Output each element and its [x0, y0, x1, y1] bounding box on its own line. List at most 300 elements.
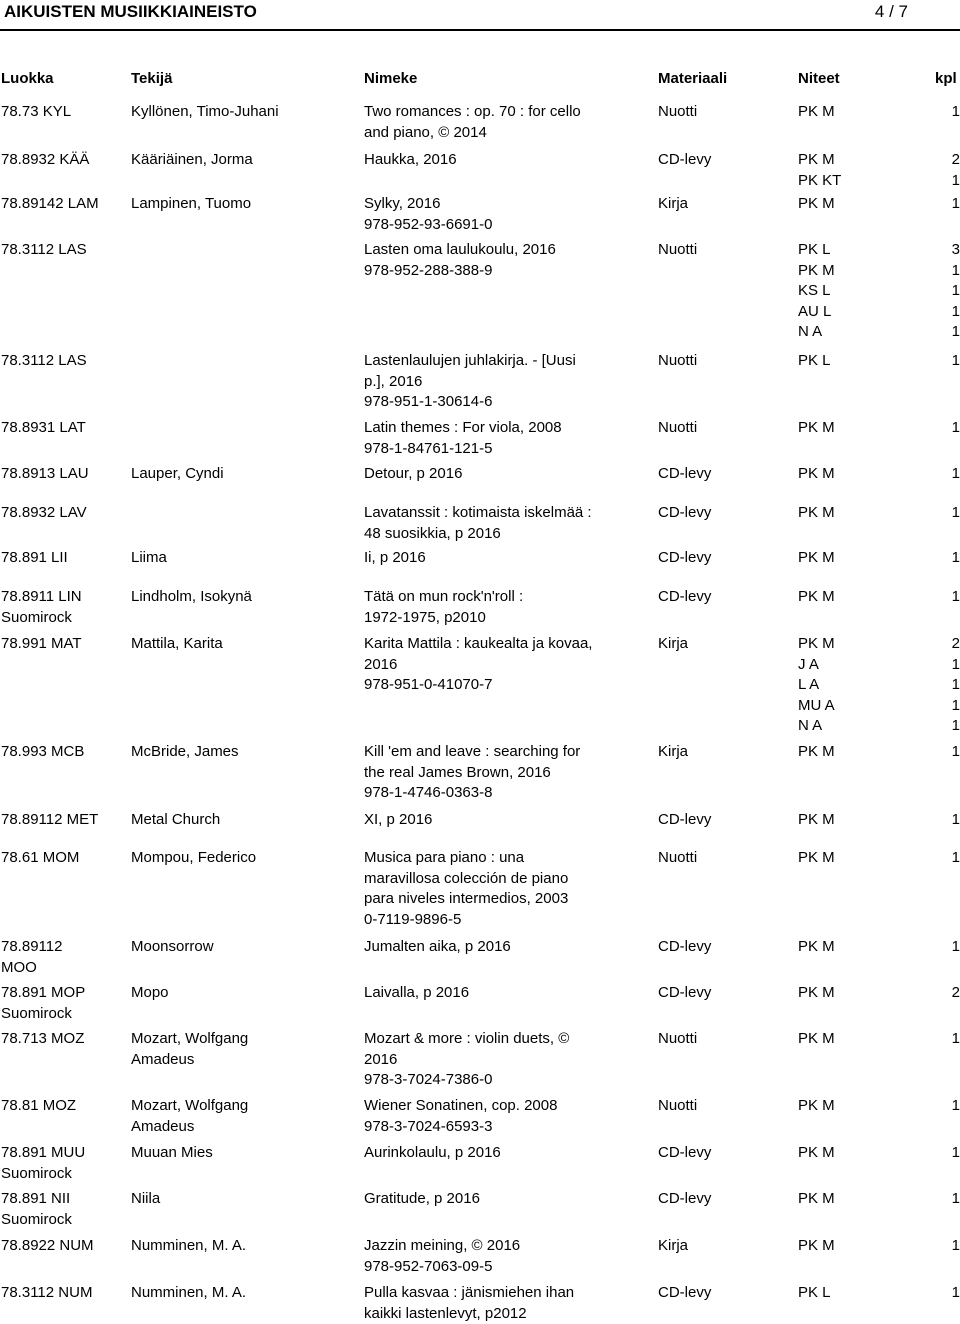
cell-niteet-line: PK L — [798, 240, 928, 261]
cell-tekija — [131, 548, 356, 569]
cell-nimeke — [364, 983, 624, 1004]
cell-nimeke-line: kaikki lastenlevyt, p2012 — [364, 1304, 624, 1324]
cell-kpl — [930, 983, 960, 1004]
column-header-kpl: kpl — [935, 70, 957, 87]
cell-materiaali — [658, 464, 778, 485]
cell-materiaali — [658, 983, 778, 1004]
cell-kpl-line: 1 — [930, 418, 960, 439]
cell-kpl-line: 1 — [930, 302, 960, 323]
cell-niteet-line: PK M — [798, 1143, 928, 1164]
cell-niteet — [798, 1029, 928, 1050]
cell-tekija-line: Mozart, Wolfgang — [131, 1096, 356, 1117]
cell-niteet-line: PK M — [798, 983, 928, 1004]
cell-materiaali-line: Nuotti — [658, 351, 778, 372]
cell-nimeke-line: Karita Mattila : kaukealta ja kovaa, — [364, 634, 624, 655]
cell-luokka — [1, 634, 126, 655]
cell-nimeke — [364, 548, 624, 569]
cell-niteet-line: PK M — [798, 634, 928, 655]
cell-luokka — [1, 848, 126, 869]
cell-luokka-line: Suomirock — [1, 608, 126, 629]
cell-niteet-line: PK M — [798, 1236, 928, 1257]
cell-tekija-line: Mattila, Karita — [131, 634, 356, 655]
cell-materiaali — [658, 194, 778, 215]
cell-kpl — [930, 634, 960, 737]
cell-nimeke-line: 978-951-1-30614-6 — [364, 392, 624, 413]
cell-luokka-line: 78.891 NII — [1, 1189, 126, 1210]
cell-tekija — [131, 937, 356, 958]
cell-nimeke — [364, 1189, 624, 1210]
cell-materiaali-line: Nuotti — [658, 418, 778, 439]
cell-niteet-line: PK M — [798, 548, 928, 569]
cell-tekija-line: Lauper, Cyndi — [131, 464, 356, 485]
cell-kpl-line: 1 — [930, 102, 960, 123]
cell-nimeke-line: 978-3-7024-6593-3 — [364, 1117, 624, 1138]
cell-niteet-line: PK M — [798, 1189, 928, 1210]
cell-materiaali — [658, 634, 778, 655]
cell-nimeke-line: Haukka, 2016 — [364, 150, 624, 171]
cell-nimeke-line: Aurinkolaulu, p 2016 — [364, 1143, 624, 1164]
cell-nimeke — [364, 810, 624, 831]
cell-materiaali-line: CD-levy — [658, 548, 778, 569]
cell-nimeke — [364, 240, 624, 281]
cell-materiaali-line: CD-levy — [658, 810, 778, 831]
cell-nimeke-line: 978-952-288-388-9 — [364, 261, 624, 282]
cell-tekija — [131, 1143, 356, 1164]
cell-kpl-line: 1 — [930, 696, 960, 717]
cell-niteet-line: PK M — [798, 102, 928, 123]
cell-materiaali — [658, 587, 778, 608]
cell-kpl — [930, 548, 960, 569]
cell-niteet — [798, 240, 928, 343]
cell-luokka-line: Suomirock — [1, 1004, 126, 1025]
cell-niteet-line: MU A — [798, 696, 928, 717]
cell-materiaali — [658, 810, 778, 831]
cell-materiaali-line: Nuotti — [658, 1096, 778, 1117]
cell-nimeke-line: Musica para piano : una — [364, 848, 624, 869]
cell-luokka-line: 78.993 MCB — [1, 742, 126, 763]
cell-luokka — [1, 503, 126, 524]
column-header-niteet: Niteet — [798, 70, 840, 87]
cell-luokka-line: 78.891 MUU — [1, 1143, 126, 1164]
cell-nimeke — [364, 150, 624, 171]
cell-nimeke — [364, 742, 624, 804]
cell-niteet-line: PK L — [798, 1283, 928, 1304]
cell-luokka — [1, 464, 126, 485]
cell-kpl — [930, 1283, 960, 1304]
cell-tekija — [131, 1283, 356, 1304]
cell-luokka-line: 78.991 MAT — [1, 634, 126, 655]
cell-tekija — [131, 634, 356, 655]
cell-kpl-line: 1 — [930, 351, 960, 372]
cell-nimeke — [364, 351, 624, 413]
cell-niteet — [798, 1096, 928, 1117]
cell-niteet — [798, 848, 928, 869]
cell-nimeke-line: 978-951-0-41070-7 — [364, 675, 624, 696]
cell-nimeke-line: Mozart & more : violin duets, © — [364, 1029, 624, 1050]
cell-luokka — [1, 1283, 126, 1304]
cell-nimeke — [364, 418, 624, 459]
cell-niteet-line: PK M — [798, 464, 928, 485]
cell-nimeke-line: 48 suosikkia, p 2016 — [364, 524, 624, 545]
cell-tekija — [131, 810, 356, 831]
cell-luokka — [1, 351, 126, 372]
cell-niteet-line: J A — [798, 655, 928, 676]
cell-kpl-line: 1 — [930, 171, 960, 192]
cell-tekija-line: Numminen, M. A. — [131, 1283, 356, 1304]
cell-tekija — [131, 194, 356, 215]
cell-nimeke-line: 978-1-4746-0363-8 — [364, 783, 624, 804]
column-header-tekija: Tekijä — [131, 70, 172, 87]
cell-materiaali-line: Kirja — [658, 742, 778, 763]
cell-tekija-line: Amadeus — [131, 1050, 356, 1071]
cell-nimeke-line: the real James Brown, 2016 — [364, 763, 624, 784]
cell-kpl-line: 1 — [930, 281, 960, 302]
cell-nimeke-line: Wiener Sonatinen, cop. 2008 — [364, 1096, 624, 1117]
cell-materiaali — [658, 848, 778, 869]
cell-kpl-line: 1 — [930, 548, 960, 569]
cell-tekija-line: Kääriäinen, Jorma — [131, 150, 356, 171]
cell-luokka-line: 78.3112 LAS — [1, 240, 126, 261]
cell-kpl-line: 1 — [930, 1029, 960, 1050]
cell-tekija — [131, 102, 356, 123]
cell-nimeke-line: 1972-1975, p2010 — [364, 608, 624, 629]
cell-materiaali-line: Nuotti — [658, 848, 778, 869]
cell-tekija-line: Kyllönen, Timo-Juhani — [131, 102, 356, 123]
cell-luokka-line: 78.61 MOM — [1, 848, 126, 869]
cell-luokka-line: 78.8922 NUM — [1, 1236, 126, 1257]
cell-kpl — [930, 1189, 960, 1210]
cell-luokka — [1, 1029, 126, 1050]
cell-materiaali-line: Kirja — [658, 1236, 778, 1257]
cell-luokka-line: 78.3112 NUM — [1, 1283, 126, 1304]
cell-luokka — [1, 983, 126, 1024]
cell-nimeke-line: para niveles intermedios, 2003 — [364, 889, 624, 910]
cell-nimeke — [364, 464, 624, 485]
cell-tekija — [131, 1189, 356, 1210]
cell-materiaali — [658, 1236, 778, 1257]
cell-materiaali-line: CD-levy — [658, 1283, 778, 1304]
cell-niteet-line: N A — [798, 322, 928, 343]
cell-kpl — [930, 194, 960, 215]
cell-nimeke — [364, 503, 624, 544]
cell-luokka — [1, 810, 126, 831]
cell-nimeke-line: Jumalten aika, p 2016 — [364, 937, 624, 958]
cell-niteet-line: KS L — [798, 281, 928, 302]
cell-tekija — [131, 1029, 356, 1070]
cell-tekija-line: Muuan Mies — [131, 1143, 356, 1164]
cell-kpl-line: 1 — [930, 1236, 960, 1257]
cell-tekija-line: McBride, James — [131, 742, 356, 763]
cell-niteet-line: PK M — [798, 937, 928, 958]
cell-kpl-line: 2 — [930, 150, 960, 171]
cell-luokka-line: 78.891 LII — [1, 548, 126, 569]
cell-materiaali — [658, 548, 778, 569]
cell-kpl-line: 1 — [930, 261, 960, 282]
cell-nimeke — [364, 1143, 624, 1164]
cell-luokka — [1, 240, 126, 261]
cell-niteet — [798, 983, 928, 1004]
cell-niteet-line: N A — [798, 716, 928, 737]
cell-nimeke-line: Lastenlaulujen juhlakirja. - [Uusi — [364, 351, 624, 372]
cell-niteet — [798, 1283, 928, 1304]
cell-luokka — [1, 548, 126, 569]
cell-tekija-line: Lindholm, Isokynä — [131, 587, 356, 608]
cell-luokka-line: 78.713 MOZ — [1, 1029, 126, 1050]
cell-niteet — [798, 194, 928, 215]
cell-luokka — [1, 1143, 126, 1184]
cell-kpl — [930, 1143, 960, 1164]
cell-nimeke-line: Latin themes : For viola, 2008 — [364, 418, 624, 439]
cell-nimeke-line: 2016 — [364, 655, 624, 676]
cell-kpl — [930, 418, 960, 439]
cell-luokka — [1, 742, 126, 763]
cell-kpl — [930, 587, 960, 608]
cell-nimeke-line: and piano, © 2014 — [364, 123, 624, 144]
cell-niteet-line: PK L — [798, 351, 928, 372]
cell-luokka-line: 78.81 MOZ — [1, 1096, 126, 1117]
cell-kpl — [930, 102, 960, 123]
cell-materiaali-line: Nuotti — [658, 1029, 778, 1050]
cell-kpl-line: 1 — [930, 1143, 960, 1164]
cell-materiaali — [658, 1283, 778, 1304]
cell-kpl — [930, 742, 960, 763]
cell-kpl-line: 1 — [930, 587, 960, 608]
cell-kpl — [930, 1096, 960, 1117]
cell-materiaali — [658, 1096, 778, 1117]
cell-nimeke-line: Lasten oma laulukoulu, 2016 — [364, 240, 624, 261]
cell-luokka — [1, 194, 126, 215]
cell-niteet — [798, 634, 928, 737]
cell-niteet-line: PK M — [798, 194, 928, 215]
cell-nimeke-line: Lavatanssit : kotimaista iskelmää : — [364, 503, 624, 524]
cell-niteet-line: PK KT — [798, 171, 928, 192]
cell-kpl — [930, 1236, 960, 1257]
cell-niteet — [798, 102, 928, 123]
cell-materiaali — [658, 240, 778, 261]
cell-materiaali-line: Kirja — [658, 194, 778, 215]
cell-kpl — [930, 848, 960, 869]
cell-materiaali — [658, 742, 778, 763]
cell-nimeke-line: Laivalla, p 2016 — [364, 983, 624, 1004]
cell-luokka — [1, 102, 126, 123]
cell-nimeke — [364, 194, 624, 235]
cell-niteet — [798, 810, 928, 831]
cell-tekija — [131, 848, 356, 869]
cell-tekija-line: Liima — [131, 548, 356, 569]
cell-tekija-line: Mopo — [131, 983, 356, 1004]
cell-nimeke — [364, 1283, 624, 1324]
cell-tekija-line: Niila — [131, 1189, 356, 1210]
cell-materiaali — [658, 102, 778, 123]
cell-kpl — [930, 351, 960, 372]
cell-niteet-line: L A — [798, 675, 928, 696]
cell-nimeke-line: Kill 'em and leave : searching for — [364, 742, 624, 763]
cell-luokka-line: 78.8932 LAV — [1, 503, 126, 524]
cell-materiaali — [658, 1029, 778, 1050]
cell-kpl-line: 1 — [930, 503, 960, 524]
cell-nimeke — [364, 1029, 624, 1091]
cell-niteet — [798, 351, 928, 372]
cell-luokka-line: MOO — [1, 958, 126, 979]
cell-tekija-line: Amadeus — [131, 1117, 356, 1138]
cell-tekija — [131, 742, 356, 763]
cell-nimeke — [364, 102, 624, 143]
page-number: 4 / 7 — [875, 2, 908, 22]
cell-niteet — [798, 503, 928, 524]
cell-materiaali-line: CD-levy — [658, 937, 778, 958]
cell-tekija-line: Moonsorrow — [131, 937, 356, 958]
cell-niteet — [798, 742, 928, 763]
cell-nimeke-line: Sylky, 2016 — [364, 194, 624, 215]
cell-luokka-line: 78.8913 LAU — [1, 464, 126, 485]
cell-kpl — [930, 503, 960, 524]
cell-kpl-line: 1 — [930, 810, 960, 831]
cell-niteet-line: PK M — [798, 1029, 928, 1050]
cell-nimeke-line: 978-952-93-6691-0 — [364, 215, 624, 236]
cell-materiaali-line: Nuotti — [658, 240, 778, 261]
column-header-luokka: Luokka — [1, 70, 54, 87]
cell-nimeke-line: Two romances : op. 70 : for cello — [364, 102, 624, 123]
cell-nimeke-line: Pulla kasvaa : jänismiehen ihan — [364, 1283, 624, 1304]
cell-kpl — [930, 1029, 960, 1050]
cell-materiaali-line: CD-levy — [658, 983, 778, 1004]
cell-materiaali — [658, 150, 778, 171]
column-header-materiaali: Materiaali — [658, 70, 727, 87]
cell-luokka — [1, 587, 126, 628]
cell-niteet — [798, 548, 928, 569]
cell-niteet — [798, 150, 928, 191]
cell-kpl-line: 1 — [930, 848, 960, 869]
cell-luokka-line: 78.8931 LAT — [1, 418, 126, 439]
cell-tekija — [131, 150, 356, 171]
cell-tekija — [131, 1096, 356, 1137]
cell-materiaali — [658, 351, 778, 372]
cell-luokka — [1, 937, 126, 978]
cell-kpl — [930, 240, 960, 343]
header-rule — [0, 29, 960, 31]
cell-luokka-line: 78.89112 MET — [1, 810, 126, 831]
cell-niteet-line: AU L — [798, 302, 928, 323]
cell-nimeke-line: XI, p 2016 — [364, 810, 624, 831]
cell-nimeke-line: 0-7119-9896-5 — [364, 910, 624, 931]
cell-kpl — [930, 464, 960, 485]
cell-niteet — [798, 1189, 928, 1210]
cell-kpl-line: 1 — [930, 716, 960, 737]
cell-kpl — [930, 937, 960, 958]
cell-niteet — [798, 937, 928, 958]
column-header-nimeke: Nimeke — [364, 70, 417, 87]
cell-kpl-line: 1 — [930, 194, 960, 215]
cell-luokka-line: Suomirock — [1, 1210, 126, 1231]
cell-nimeke-line: Jazzin meining, © 2016 — [364, 1236, 624, 1257]
cell-nimeke — [364, 1236, 624, 1277]
cell-kpl-line: 2 — [930, 983, 960, 1004]
cell-kpl — [930, 150, 960, 191]
cell-tekija-line: Lampinen, Tuomo — [131, 194, 356, 215]
cell-kpl-line: 1 — [930, 464, 960, 485]
cell-nimeke-line: Gratitude, p 2016 — [364, 1189, 624, 1210]
cell-kpl-line: 1 — [930, 322, 960, 343]
cell-niteet — [798, 418, 928, 439]
cell-niteet-line: PK M — [798, 810, 928, 831]
cell-materiaali — [658, 1143, 778, 1164]
cell-niteet-line: PK M — [798, 503, 928, 524]
cell-materiaali — [658, 1189, 778, 1210]
cell-nimeke — [364, 848, 624, 930]
cell-tekija-line: Numminen, M. A. — [131, 1236, 356, 1257]
cell-luokka — [1, 1096, 126, 1117]
cell-luokka — [1, 1236, 126, 1257]
cell-luokka-line: 78.891 MOP — [1, 983, 126, 1004]
cell-kpl-line: 1 — [930, 1096, 960, 1117]
cell-materiaali-line: CD-levy — [658, 1189, 778, 1210]
cell-tekija-line: Metal Church — [131, 810, 356, 831]
cell-nimeke-line: 978-3-7024-7386-0 — [364, 1070, 624, 1091]
cell-materiaali — [658, 503, 778, 524]
cell-nimeke — [364, 1096, 624, 1137]
cell-luokka — [1, 150, 126, 171]
cell-luokka-line: 78.3112 LAS — [1, 351, 126, 372]
cell-niteet — [798, 1143, 928, 1164]
cell-kpl-line: 1 — [930, 1189, 960, 1210]
cell-luokka-line: 78.89112 — [1, 937, 126, 958]
cell-nimeke-line: 2016 — [364, 1050, 624, 1071]
cell-kpl-line: 1 — [930, 655, 960, 676]
cell-niteet — [798, 1236, 928, 1257]
cell-niteet-line: PK M — [798, 848, 928, 869]
cell-kpl-line: 1 — [930, 742, 960, 763]
cell-niteet-line: PK M — [798, 1096, 928, 1117]
cell-nimeke-line: 978-1-84761-121-5 — [364, 439, 624, 460]
cell-niteet-line: PK M — [798, 418, 928, 439]
cell-tekija — [131, 983, 356, 1004]
cell-luokka-line: Suomirock — [1, 1164, 126, 1185]
cell-tekija — [131, 1236, 356, 1257]
cell-luokka-line: 78.8911 LIN — [1, 587, 126, 608]
cell-tekija — [131, 587, 356, 608]
cell-nimeke-line: maravillosa colección de piano — [364, 869, 624, 890]
cell-kpl-line: 3 — [930, 240, 960, 261]
page-title: AIKUISTEN MUSIIKKIAINEISTO — [4, 2, 257, 22]
cell-luokka-line: 78.8932 KÄÄ — [1, 150, 126, 171]
cell-materiaali-line: CD-levy — [658, 503, 778, 524]
cell-nimeke-line: 978-952-7063-09-5 — [364, 1257, 624, 1278]
cell-kpl-line: 1 — [930, 1283, 960, 1304]
cell-tekija-line: Mompou, Federico — [131, 848, 356, 869]
cell-niteet-line: PK M — [798, 742, 928, 763]
cell-materiaali-line: CD-levy — [658, 464, 778, 485]
cell-niteet-line: PK M — [798, 587, 928, 608]
cell-nimeke-line: p.], 2016 — [364, 372, 624, 393]
cell-luokka-line: 78.89142 LAM — [1, 194, 126, 215]
cell-kpl-line: 1 — [930, 937, 960, 958]
cell-materiaali-line: CD-levy — [658, 1143, 778, 1164]
cell-nimeke — [364, 587, 624, 628]
cell-materiaali-line: CD-levy — [658, 150, 778, 171]
cell-materiaali — [658, 418, 778, 439]
cell-niteet-line: PK M — [798, 150, 928, 171]
cell-niteet — [798, 587, 928, 608]
cell-luokka — [1, 418, 126, 439]
cell-materiaali-line: Kirja — [658, 634, 778, 655]
cell-nimeke-line: Detour, p 2016 — [364, 464, 624, 485]
cell-luokka-line: 78.73 KYL — [1, 102, 126, 123]
cell-nimeke-line: Ii, p 2016 — [364, 548, 624, 569]
cell-materiaali-line: CD-levy — [658, 587, 778, 608]
cell-luokka — [1, 1189, 126, 1230]
cell-kpl — [930, 810, 960, 831]
cell-materiaali — [658, 937, 778, 958]
